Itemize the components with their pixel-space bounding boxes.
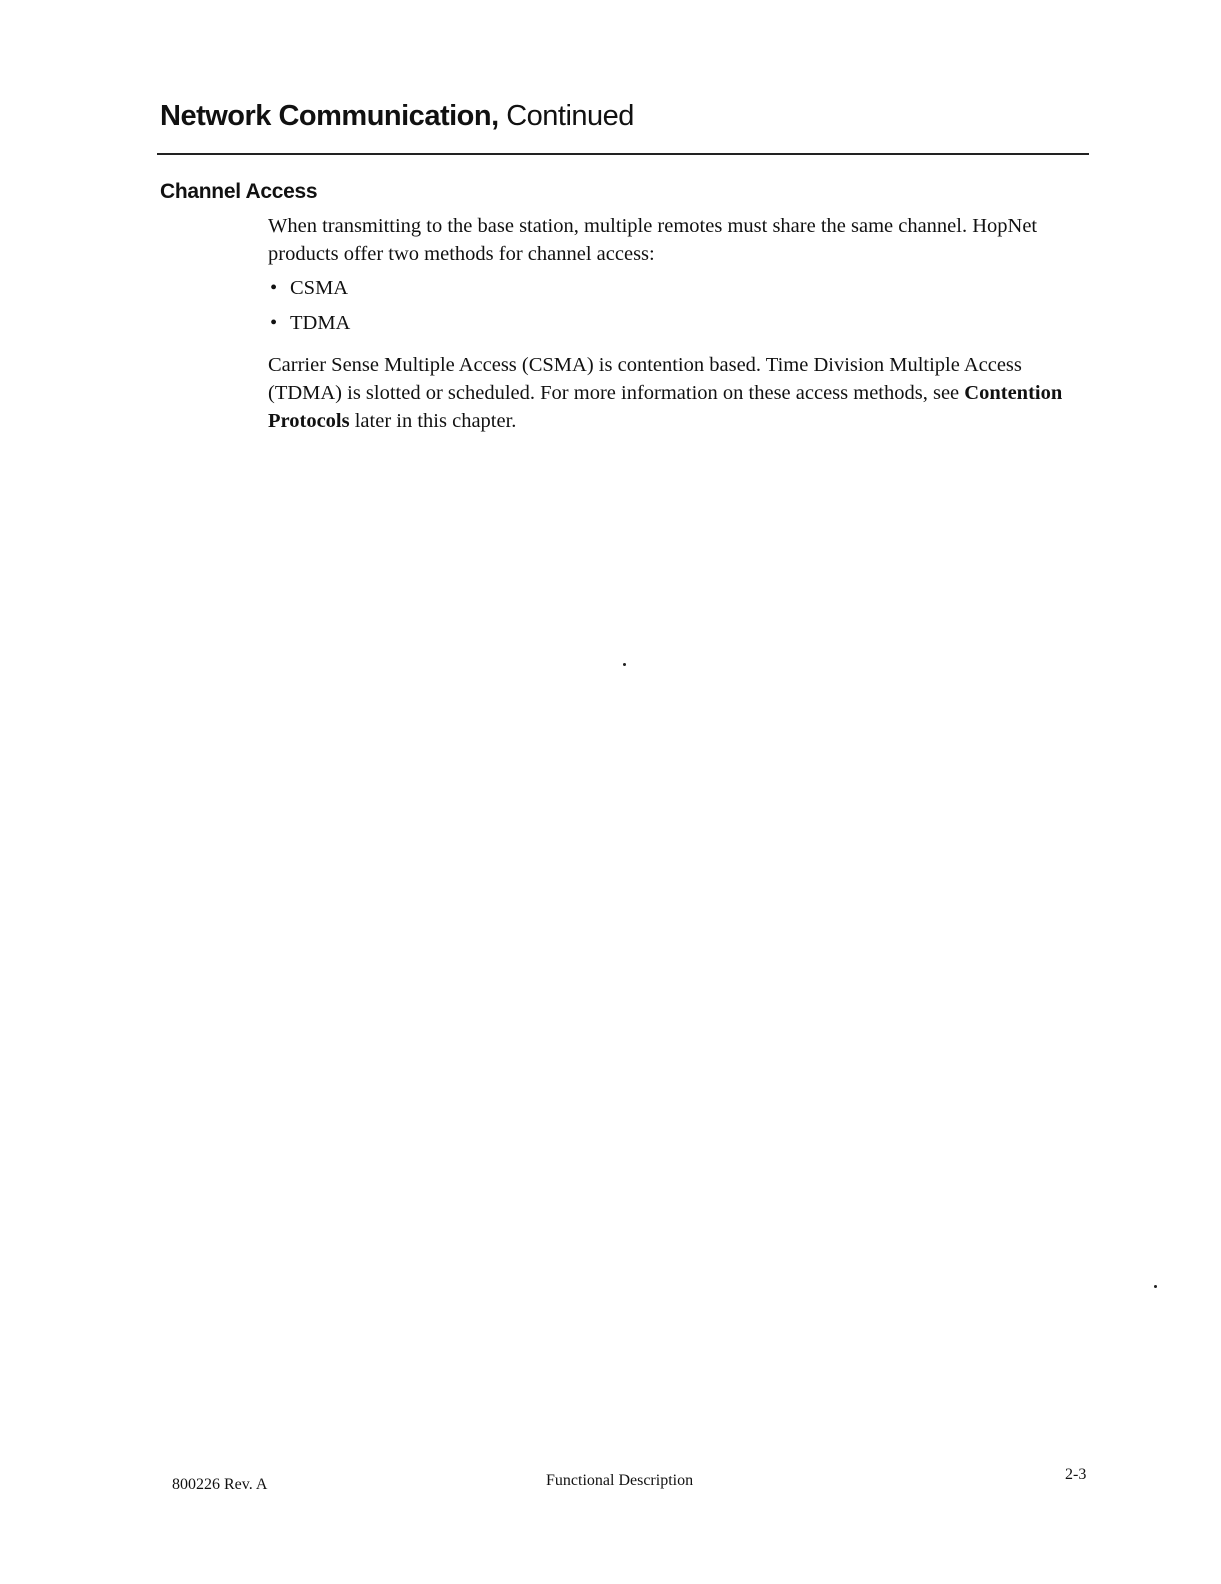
section-body xyxy=(268,212,1068,435)
detail-text-before: Carrier Sense Multiple Access (CSMA) is contention based. Time Division Multiple Access (TDMA) is slotted or scheduled. For more information on these access methods, see xyxy=(268,354,1022,404)
section-heading: Channel Access xyxy=(160,180,318,203)
list-item-text: CSMA xyxy=(290,277,349,299)
list-item xyxy=(268,309,1068,337)
intro-paragraph: When transmitting to the base station, multiple remotes must share the same channel. HopNet products offer two methods for channel access: xyxy=(268,215,1038,265)
detail-paragraph xyxy=(268,351,1068,435)
footer-doc-number: 800226 Rev. A xyxy=(172,1476,268,1493)
bullet-icon: • xyxy=(270,312,278,334)
page-header xyxy=(160,100,634,133)
page-title-continued: Continued xyxy=(498,100,634,132)
scan-speck xyxy=(623,663,626,666)
footer-chapter-title: Functional Description xyxy=(546,1472,694,1489)
list-item-text: TDMA xyxy=(290,312,351,334)
cross-reference: Contention Protocols xyxy=(268,382,1063,432)
page-title-bold: Network Communication, xyxy=(160,100,499,132)
footer-page-number: 2-3 xyxy=(1065,1466,1087,1483)
list-item xyxy=(268,274,1068,302)
header-divider xyxy=(157,153,1089,155)
scan-speck xyxy=(1154,1285,1157,1288)
detail-text-after: later in this chapter. xyxy=(349,410,517,432)
bullet-icon: • xyxy=(270,277,278,299)
access-methods-list xyxy=(268,274,1068,337)
